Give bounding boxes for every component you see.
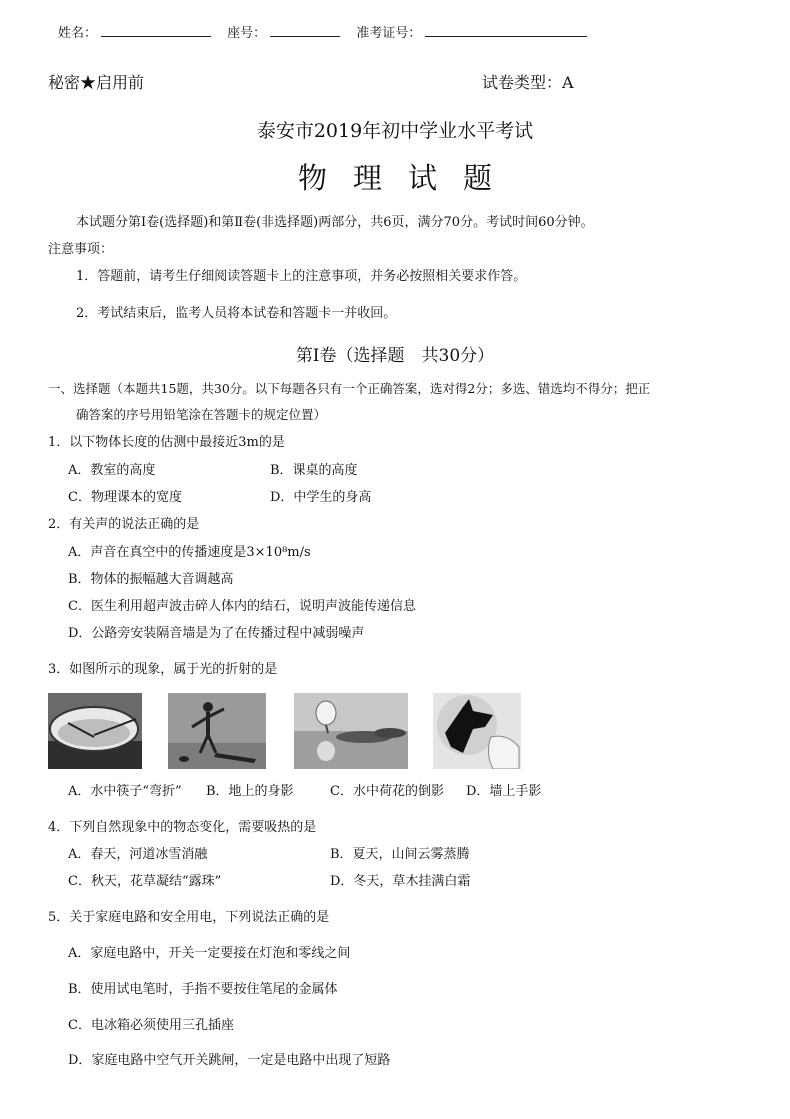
notice-heading: 注意事项： — [48, 242, 114, 257]
option-a[interactable]: A．春天，河道冰雪消融 — [68, 847, 208, 862]
question-stem: 2．有关声的说法正确的是 — [48, 517, 200, 532]
option-b[interactable]: B．使用试电笔时，手指不要按住笔尾的金属体 — [68, 982, 338, 997]
option-c[interactable]: C．物理课本的宽度 — [68, 490, 182, 505]
intro-text: 本试题分第Ⅰ卷(选择题)和第Ⅱ卷(非选择题)两部分，共6页，满分70分。考试时间60分钟。 — [76, 215, 594, 230]
question-stem: 1．以下物体长度的估测中最接近3m的是 — [48, 435, 285, 450]
section-heading — [48, 376, 748, 428]
section-line-2: 确答案的序号用铅笔涂在答题卡的规定位置） — [76, 407, 327, 422]
seat-label: 座号： — [227, 26, 267, 41]
section-line-1: 一、选择题（本题共15题，共30分。以下每题各只有一个正确答案，选对得2分；多选、错选均不得分；把正 — [48, 381, 651, 396]
option-a[interactable]: A．家庭电路中，开关一定要接在灯泡和零线之间 — [68, 946, 351, 961]
notice-item: 1．答题前，请考生仔细阅读答题卡上的注意事项，并务必按照相关要求作答。 — [76, 269, 527, 284]
option-b[interactable]: B．地上的身影 — [206, 784, 294, 799]
option-d[interactable]: D．公路旁安装隔音墙是为了在传播过程中减弱噪声 — [68, 626, 365, 641]
paper-type: 试卷类型：A — [482, 73, 574, 92]
option-a[interactable]: A．教室的高度 — [68, 463, 156, 478]
option-b[interactable]: B．物体的振幅越大音调越高 — [68, 572, 234, 587]
option-b[interactable]: B．夏天，山间云雾蒸腾 — [330, 847, 470, 862]
notice-item: 2．考试结束后，监考人员将本试卷和答题卡一并收回。 — [76, 306, 397, 321]
exam-title: 泰安市2019年初中学业水平考试 — [256, 120, 534, 142]
option-d[interactable]: D．家庭电路中空气开关跳闸，一定是电路中出现了短路 — [68, 1053, 391, 1068]
seat-blank[interactable] — [270, 24, 340, 37]
photo-lotus-reflection — [294, 693, 408, 769]
secret-mark: 秘密★启用前 — [48, 73, 145, 92]
option-b[interactable]: B．课桌的高度 — [270, 463, 358, 478]
option-c[interactable]: C．水中荷花的倒影 — [330, 784, 444, 799]
subject-title: 物理试题 — [297, 161, 518, 195]
ticket-blank[interactable] — [425, 24, 587, 37]
option-c[interactable]: C．医生利用超声波击碎人体内的结石，说明声波能传递信息 — [68, 599, 416, 614]
option-c[interactable]: C．电冰箱必须使用三孔插座 — [68, 1018, 234, 1033]
option-d[interactable]: D．墙上手影 — [466, 784, 542, 799]
photo-shadow-on-ground — [168, 693, 266, 769]
option-d[interactable]: D．中学生的身高 — [270, 490, 372, 505]
ticket-label: 准考证号： — [356, 26, 422, 41]
photo-chopsticks-in-water — [48, 693, 142, 769]
question-stem: 3．如图所示的现象，属于光的折射的是 — [48, 662, 278, 677]
option-a[interactable]: A．水中筷子“弯折” — [68, 784, 182, 799]
option-a[interactable]: A．声音在真空中的传播速度是3×10⁸m/s — [68, 545, 311, 560]
name-blank[interactable] — [101, 24, 211, 37]
option-d[interactable]: D．冬天，草木挂满白霜 — [330, 874, 471, 889]
part-title: 第Ⅰ卷（选择题 共30分） — [295, 346, 495, 366]
candidate-info-line — [58, 22, 599, 41]
name-label: 姓名： — [58, 26, 98, 41]
question-stem: 5．关于家庭电路和安全用电，下列说法正确的是 — [48, 910, 330, 925]
option-c[interactable]: C．秋天，花草凝结“露珠” — [68, 874, 222, 889]
question-stem: 4．下列自然现象中的物态变化，需要吸热的是 — [48, 820, 317, 835]
photo-hand-shadow — [433, 693, 521, 769]
